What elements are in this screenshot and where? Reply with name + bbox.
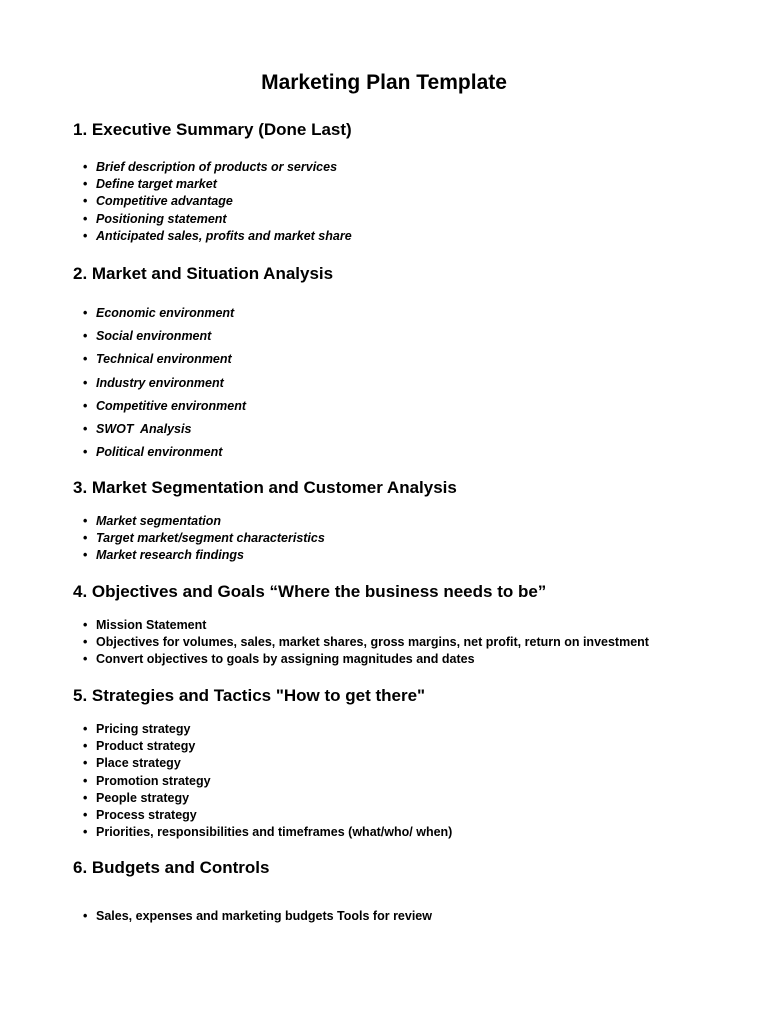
list-item: • SWOT Analysis [83,418,733,441]
list-item: • Target market/segment characteristics [83,530,733,547]
section-heading: 3. Market Segmentation and Customer Analysis [73,478,457,497]
bullet-icon: • [83,635,88,650]
bullet-icon: • [83,352,88,367]
list-item: • Market segmentation [83,513,733,530]
bullet-icon: • [83,211,88,226]
list-item: • Technical environment [83,348,733,371]
bullet-icon: • [83,160,88,174]
list-item: • Brief description of products or services [83,159,733,176]
list-item: • Process strategy [83,807,733,824]
list-item: • Competitive environment [83,395,733,418]
list-item: • Pricing strategy [83,721,733,738]
bullet-icon: • [83,422,88,437]
section-market-situation-analysis [73,264,733,464]
section-budgets-controls [73,858,733,925]
document-title: Marketing Plan Template [261,71,507,94]
list-item: • People strategy [83,790,733,807]
list-item: • Place strategy [83,755,733,772]
bullet-icon: • [83,618,88,632]
list-item: • Industry environment [83,372,733,395]
list-item: • Promotion strategy [83,773,733,790]
section-heading: 2. Market and Situation Analysis [73,264,334,283]
list-item: • Positioning statement [83,211,733,228]
bullet-icon: • [83,722,88,736]
bullet-icon: • [83,909,88,923]
section-strategies-tactics [73,686,733,841]
bullet-icon: • [83,228,88,243]
list-item: • Sales, expenses and marketing budgets Tools for review [83,908,733,925]
section-market-segmentation [73,478,733,565]
bullet-icon: • [83,548,88,563]
list-item: • Political environment [83,441,733,464]
section-executive-summary [73,120,733,245]
list-item: • Social environment [83,325,733,348]
bullet-list [83,617,733,669]
bullet-icon: • [83,329,88,344]
list-item: • Anticipated sales, profits and market share [83,228,733,245]
bullet-icon: • [83,398,88,413]
bullet-icon: • [83,514,88,528]
bullet-list [83,159,733,245]
list-item: • Objectives for volumes, sales, market shares, gross margins, net profit, return on investment [83,634,733,651]
list-item: • Product strategy [83,738,733,755]
bullet-icon: • [83,375,88,390]
bullet-icon: • [83,773,88,788]
bullet-icon: • [83,825,88,840]
bullet-icon: • [83,790,88,805]
bullet-list [83,513,733,565]
section-heading: 1. Executive Summary (Done Last) [73,120,352,139]
bullet-list [83,721,733,841]
bullet-icon: • [83,531,88,546]
bullet-list [83,908,733,925]
bullet-icon: • [83,652,88,667]
bullet-icon: • [83,177,88,192]
section-heading: 4. Objectives and Goals “Where the business needs to be” [73,582,547,601]
bullet-icon: • [83,445,88,460]
bullet-icon: • [83,739,88,754]
section-objectives-goals [73,582,733,669]
list-item: • Define target market [83,176,733,193]
bullet-list [83,302,733,464]
list-item: • Priorities, responsibilities and timeframes (what/who/ when) [83,824,733,841]
list-item: • Market research findings [83,547,733,564]
list-item: • Mission Statement [83,617,733,634]
section-heading: 5. Strategies and Tactics "How to get there" [73,686,426,705]
bullet-icon: • [83,306,88,320]
section-heading: 6. Budgets and Controls [73,858,270,877]
bullet-icon: • [83,194,88,209]
list-item: • Economic environment [83,302,733,325]
bullet-icon: • [83,756,88,771]
list-item: • Convert objectives to goals by assigning magnitudes and dates [83,651,733,668]
list-item: • Competitive advantage [83,193,733,210]
bullet-icon: • [83,808,88,823]
